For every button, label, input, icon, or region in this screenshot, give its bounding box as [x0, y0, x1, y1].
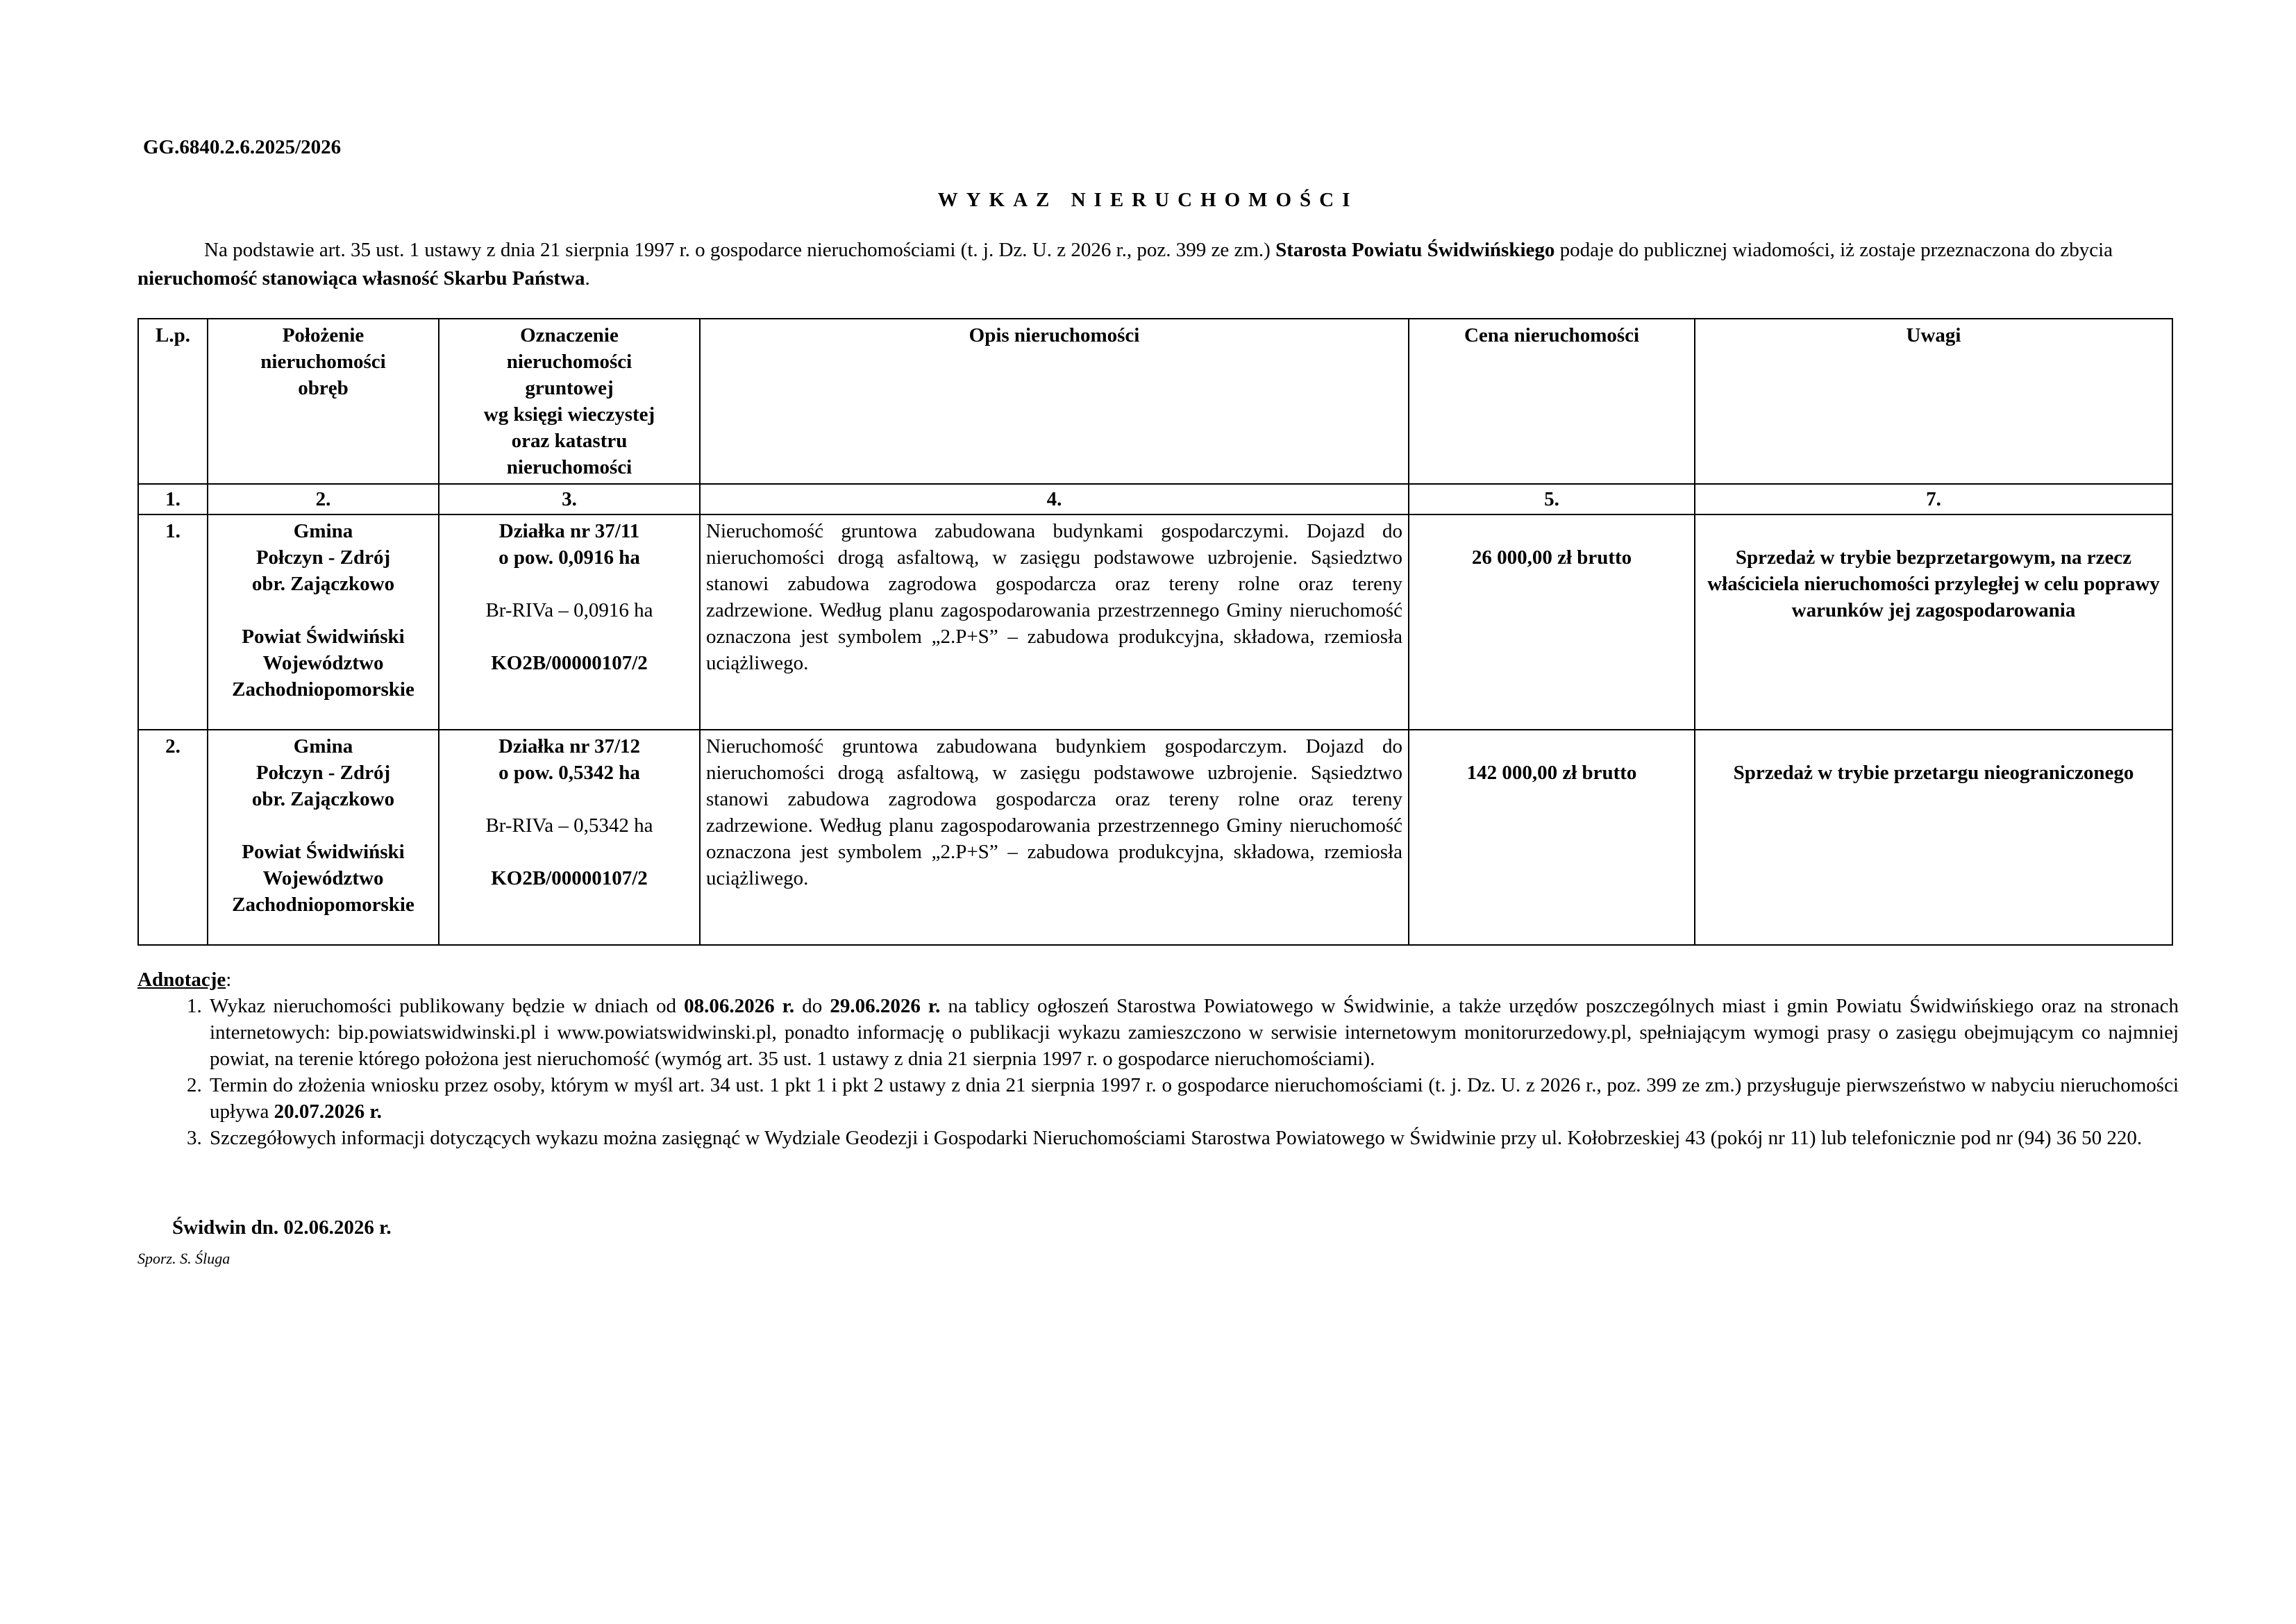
- intro-text-3: .: [585, 267, 590, 290]
- prepared-by: Sporz. S. Śluga: [137, 1250, 231, 1267]
- header-remarks: Uwagi: [1695, 319, 2172, 484]
- row-location: Gmina Połczyn - Zdrój obr. Zajączkowo Powiat Świdwiński Województwo Zachodniopomorskie: [208, 730, 439, 945]
- column-number: 1.: [138, 484, 208, 514]
- plot-number: Działka nr 37/12: [498, 735, 641, 757]
- header-price: Cena nieruchomości: [1409, 319, 1695, 484]
- column-number-row: [138, 484, 2172, 514]
- annotations-section: [137, 966, 2179, 1151]
- header-lp: L.p.: [138, 319, 208, 484]
- row-designation: [439, 514, 700, 730]
- row-lp: 1.: [138, 514, 208, 730]
- column-number: 4.: [700, 484, 1409, 514]
- plot-area: o pow. 0,0916 ha: [498, 546, 640, 569]
- column-number: 3.: [439, 484, 700, 514]
- header-location: Położenie nieruchomości obręb: [208, 319, 439, 484]
- row-location: Gmina Połczyn - Zdrój obr. Zajączkowo Powiat Świdwiński Województwo Zachodniopomorskie: [208, 514, 439, 730]
- row-description: Nieruchomość gruntowa zabudowana budynkiem gospodarczym. Dojazd do nieruchomości drogą asfaltową, w zasięgu podstawowe uzbrojenie. Sąsiedztwo stanowi zabudowa zagrodowa gospodarcza oraz tereny rolne oraz tereny zadrzewione. Według planu zagospodarowania przestrzennego Gminy nieruchomość oznaczona jest symbolem „2.P+S” – zabudowa produkcyjna, składowa, rzemiosła uciążliwego.: [700, 730, 1409, 945]
- intro-paragraph: [137, 236, 2179, 293]
- row-remarks: Sprzedaż w trybie bezprzetargowym, na rzecz właściciela nieruchomości przyległej w celu poprawy warunków jej zagospodarowania: [1695, 514, 2172, 730]
- document-reference: GG.6840.2.6.2025/2026: [143, 136, 342, 158]
- place-and-date: Świdwin dn. 02.06.2026 r.: [172, 1216, 392, 1239]
- land-register-number: KO2B/00000107/2: [491, 652, 648, 674]
- intro-text-2: podaje do publicznej wiadomości, iż zostaje przeznaczona do zbycia: [1555, 239, 2113, 261]
- header-designation: Oznaczenie nieruchomości gruntowej wg księgi wieczystej oraz katastru nieruchomości: [439, 319, 700, 484]
- row-price: 142 000,00 zł brutto: [1409, 730, 1695, 945]
- table-header-row: [138, 319, 2172, 484]
- row-description: Nieruchomość gruntowa zabudowana budynkami gospodarczymi. Dojazd do nieruchomości drogą asfaltową, w zasięgu podstawowe uzbrojenie. Sąsiedztwo stanowi zabudowa zagrodowa gospodarcza oraz tereny rolne oraz tereny zadrzewione. Według planu zagospodarowania przestrzennego Gminy nieruchomość oznaczona jest symbolem „2.P+S” – zabudowa produkcyjna, składowa, rzemiosła uciążliwego.: [700, 514, 1409, 730]
- annotation-item: 1. Wykaz nieruchomości publikowany będzie w dniach od 08.06.2026 r. do 29.06.2026 r. na tablicy ogłoszeń Starostwa Powiatowego w Świdwinie, a także urzędów poszczególnych miast i gmin Powiatu Świdwińskiego oraz na stronach internetowych: bip.powiatswidwinski.pl i www.powiatswidwinski.pl, ponadto informację o publikacji wykazu zamieszczono w serwisie internetowym monitorurzedowy.pl, spełniającym wymogi prasy o zasięgu obejmującym co najmniej powiat, na terenie którego położona jest nieruchomość (wymóg art. 35 ust. 1 ustawy z dnia 21 sierpnia 1997 r. o gospodarce nieruchomościami).: [207, 993, 2179, 1072]
- row-lp: 2.: [138, 730, 208, 945]
- intro-property-type: nieruchomość stanowiąca własność Skarbu Państwa: [137, 267, 585, 290]
- plot-number: Działka nr 37/11: [498, 520, 640, 542]
- annotations-heading: Adnotacje:: [137, 969, 232, 991]
- land-class: Br-RIVa – 0,0916 ha: [485, 599, 653, 621]
- table-row: [138, 514, 2172, 730]
- annotations-list: [137, 993, 2179, 1151]
- row-price: 26 000,00 zł brutto: [1409, 514, 1695, 730]
- column-number: 7.: [1695, 484, 2172, 514]
- document-title: WYKAZ NIERUCHOMOŚCI: [937, 189, 1359, 211]
- land-class: Br-RIVa – 0,5342 ha: [485, 814, 653, 837]
- row-designation: [439, 730, 700, 945]
- annotation-item: 3. Szczegółowych informacji dotyczących wykazu można zasięgnąć w Wydziale Geodezji i Gospodarki Nieruchomościami Starostwa Powiatowego w Świdwinie przy ul. Kołobrzeskiej 43 (pokój nr 11) lub telefonicznie pod nr (94) 36 50 220.: [207, 1125, 2179, 1151]
- column-number: 2.: [208, 484, 439, 514]
- plot-area: o pow. 0,5342 ha: [498, 762, 640, 784]
- intro-text-1: Na podstawie art. 35 ust. 1 ustawy z dnia 21 sierpnia 1997 r. o gospodarce nieruchomościami (t. j. Dz. U. z 2026 r., poz. 399 ze zm.): [204, 239, 1276, 261]
- annotation-item: 2. Termin do złożenia wniosku przez osoby, którym w myśl art. 34 ust. 1 pkt 1 i pkt 2 ustawy z dnia 21 sierpnia 1997 r. o gospodarce nieruchomościami (t. j. Dz. U. z 2026 r., poz. 399 ze zm.) przysługuje pierwszeństwo w nabyciu nieruchomości upływa 20.07.2026 r.: [207, 1072, 2179, 1125]
- table-row: [138, 730, 2172, 945]
- header-description: Opis nieruchomości: [700, 319, 1409, 484]
- property-table: [137, 318, 2173, 946]
- intro-authority: Starosta Powiatu Świdwińskiego: [1275, 239, 1555, 261]
- column-number: 5.: [1409, 484, 1695, 514]
- row-remarks: Sprzedaż w trybie przetargu nieograniczonego: [1695, 730, 2172, 945]
- land-register-number: KO2B/00000107/2: [491, 867, 648, 889]
